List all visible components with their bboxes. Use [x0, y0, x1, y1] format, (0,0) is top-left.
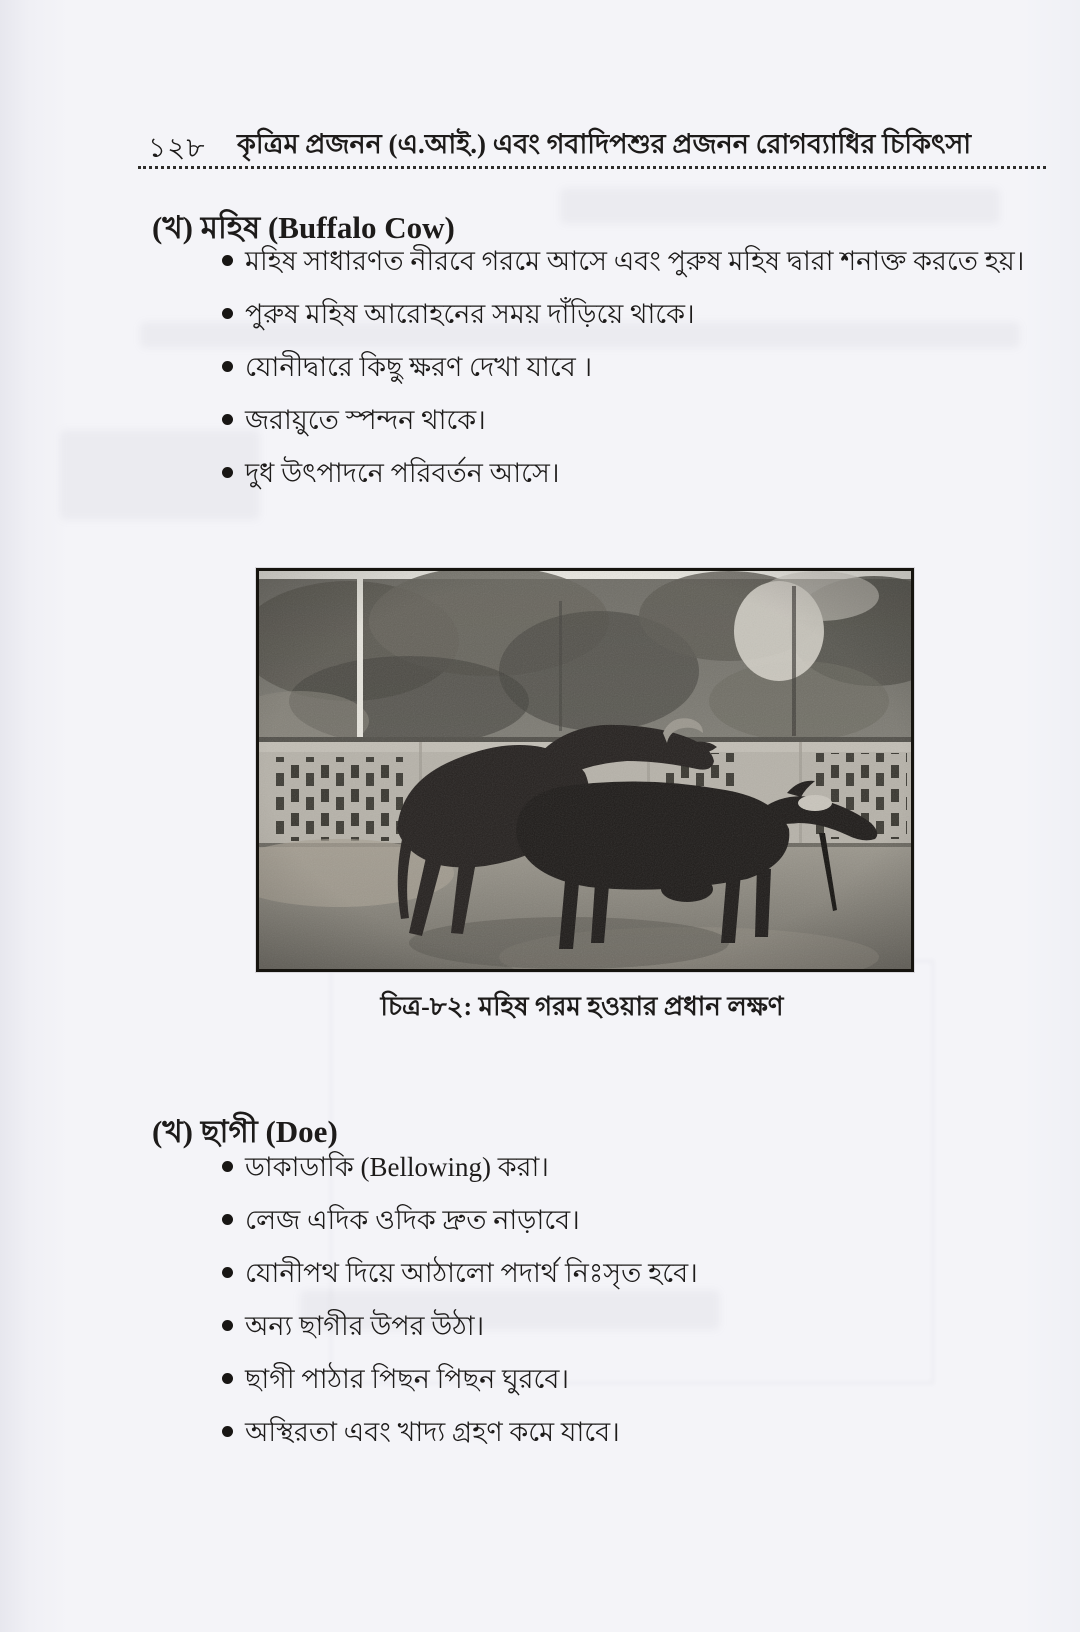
section-heading-doe-bn: (খ) ছাগী — [152, 1113, 258, 1149]
list-item — [222, 1305, 1034, 1347]
bullet-icon — [222, 1161, 233, 1172]
bullet-icon — [222, 414, 233, 425]
section-heading-doe-en: (Doe) — [265, 1113, 338, 1149]
bullet-icon — [222, 255, 233, 266]
list-item — [222, 399, 1034, 441]
bullet-icon — [222, 1267, 233, 1278]
list-item — [222, 346, 1034, 388]
bleed-through-ghost — [560, 188, 1000, 224]
bullet-icon — [222, 308, 233, 319]
bullet-text: পুরুষ মহিষ আরোহনের সময় দাঁড়িয়ে থাকে। — [245, 299, 695, 329]
list-item — [222, 1199, 1034, 1241]
doe-bullet-list — [222, 1146, 1034, 1464]
section-heading-buffalo-bn: (খ) মহিষ — [152, 209, 261, 245]
bullet-text: যোনীপথ দিয়ে আঠালো পদার্থ নিঃসৃত হবে। — [245, 1258, 698, 1288]
bullet-text: জরায়ুতে স্পন্দন থাকে। — [245, 405, 486, 435]
list-item — [222, 1146, 1034, 1188]
bullet-icon — [222, 467, 233, 478]
list-item — [222, 1411, 1034, 1453]
list-item — [222, 452, 1034, 494]
bullet-text: মহিষ সাধারণত নীরবে গরমে আসে এবং পুরুষ মহিষ দ্বারা শনাক্ত করতে হয়। — [245, 246, 1025, 276]
figure-82 — [256, 568, 914, 1030]
figure-caption: চিত্র-৮২: মহিষ গরম হওয়ার প্রধান লক্ষণ — [380, 992, 784, 1021]
bullet-text: দুধ উৎপাদনে পরিবর্তন আসে। — [245, 458, 560, 488]
bullet-icon — [222, 1373, 233, 1384]
list-item — [222, 240, 1034, 282]
bullet-text: ডাকাডাকি (Bellowing) করা। — [245, 1152, 549, 1182]
buffalo-bullet-list — [222, 240, 1034, 505]
buffalo-photo-illustration — [259, 571, 911, 969]
vignette — [259, 571, 911, 969]
section-heading-buffalo-en: (Buffalo Cow) — [267, 209, 455, 245]
bullet-icon — [222, 1320, 233, 1331]
bullet-text: ছাগী পাঠার পিছন পিছন ঘুরবে। — [245, 1364, 569, 1394]
bullet-text: লেজ এদিক ওদিক দ্রুত নাড়াবে। — [245, 1205, 580, 1235]
bullet-icon — [222, 1426, 233, 1437]
header-dotted-rule — [138, 166, 1046, 169]
buffalo-mating-photo — [256, 568, 914, 972]
list-item — [222, 1358, 1034, 1400]
list-item — [222, 1252, 1034, 1294]
list-item — [222, 293, 1034, 335]
bullet-icon — [222, 361, 233, 372]
bullet-text: যোনীদ্বারে কিছু ক্ষরণ দেখা যাবে । — [245, 352, 593, 382]
bullet-text: অন্য ছাগীর উপর উঠা। — [245, 1311, 485, 1341]
page-number: ১২৮ — [148, 133, 206, 164]
bullet-text: অস্থিরতা এবং খাদ্য গ্রহণ কমে যাবে। — [245, 1417, 620, 1447]
bullet-icon — [222, 1214, 233, 1225]
running-header-title: কৃত্রিম প্রজনন (এ.আই.) এবং গবাদিপশুর প্রজনন রোগব্যাধির চিকিৎসা — [237, 129, 972, 159]
